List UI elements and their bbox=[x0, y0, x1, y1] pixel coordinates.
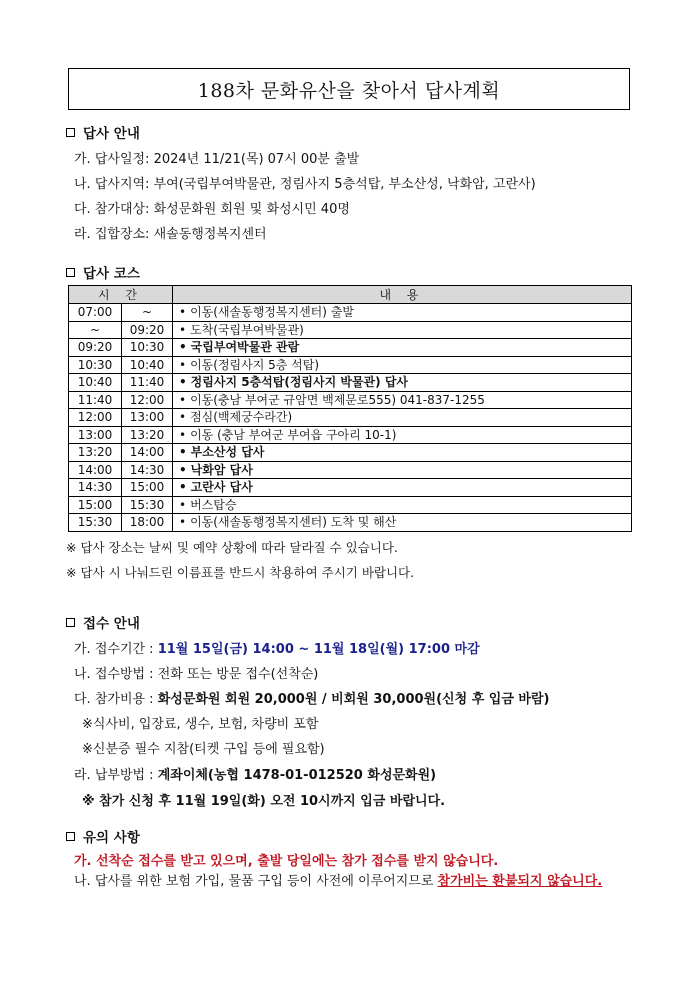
page-title bbox=[68, 68, 630, 110]
row-content bbox=[173, 444, 632, 462]
registration-fee-note-includes: ※식사비, 입장료, 생수, 보험, 차량비 포함 bbox=[82, 717, 319, 732]
bullet-icon: • bbox=[179, 445, 187, 460]
row-start-time: 14:30 bbox=[69, 479, 122, 497]
row-start-time: ~ bbox=[69, 321, 122, 339]
row-start-time: 07:00 bbox=[69, 304, 122, 322]
row-start-time: 09:20 bbox=[69, 339, 122, 357]
course-table-header bbox=[69, 286, 632, 304]
row-start-time: 13:20 bbox=[69, 444, 122, 462]
caution-first-come: 가. 선착순 접수를 받고 있으며, 출발 당일에는 참가 접수를 받지 않습니다. bbox=[74, 854, 499, 869]
row-end-time: 10:30 bbox=[122, 339, 173, 357]
row-start-time: 12:00 bbox=[69, 409, 122, 427]
row-content-text: 도착(국립부여박물관) bbox=[190, 322, 304, 337]
table-row bbox=[69, 461, 632, 479]
row-end-time: 18:00 bbox=[122, 514, 173, 532]
guide-meeting-label: 라. 집합장소: bbox=[74, 227, 154, 242]
registration-method-value: 전화 또는 방문 접수(선착순) bbox=[157, 667, 319, 682]
guide-region-value: 부여(국립부여박물관, 정림사지 5층석탑, 부소산성, 낙화암, 고란사) bbox=[153, 177, 536, 192]
registration-method-label: 나. 접수방법 : bbox=[74, 667, 158, 682]
guide-schedule-label: 가. 답사일정: bbox=[74, 152, 154, 167]
row-content-text: 이동(새솔동행정복지센터) 도착 및 해산 bbox=[190, 515, 397, 530]
bullet-icon: • bbox=[179, 497, 187, 512]
square-bullet-icon bbox=[66, 128, 75, 137]
row-content-text: 고란사 답사 bbox=[190, 480, 253, 495]
row-content-text: 부소산성 답사 bbox=[190, 445, 265, 460]
row-content bbox=[173, 461, 632, 479]
registration-payment-label: 라. 납부방법 : bbox=[74, 768, 158, 783]
row-content bbox=[173, 426, 632, 444]
guide-meeting bbox=[74, 223, 267, 242]
section-course-heading bbox=[66, 262, 140, 282]
row-content-text: 이동(새솔동행정복지센터) 출발 bbox=[190, 305, 354, 320]
section-caution-title: 유의 사항 bbox=[83, 830, 140, 846]
bullet-icon: • bbox=[179, 480, 187, 495]
table-row bbox=[69, 444, 632, 462]
row-end-time: 09:20 bbox=[122, 321, 173, 339]
row-content bbox=[173, 496, 632, 514]
row-end-time: 14:30 bbox=[122, 461, 173, 479]
row-content bbox=[173, 304, 632, 322]
row-start-time: 11:40 bbox=[69, 391, 122, 409]
row-end-time: 15:30 bbox=[122, 496, 173, 514]
bullet-icon: • bbox=[179, 305, 187, 320]
registration-period-value: 11월 15일(금) 14:00 ~ 11월 18일(월) 17:00 마감 bbox=[157, 642, 480, 657]
bullet-icon: • bbox=[179, 462, 187, 477]
table-row bbox=[69, 479, 632, 497]
row-end-time: 10:40 bbox=[122, 356, 173, 374]
course-table-body bbox=[69, 304, 632, 532]
row-content bbox=[173, 514, 632, 532]
caution-refund-prefix: 나. 답사를 위한 보험 가입, 물품 구입 등이 사전에 이루어지므로 bbox=[74, 874, 438, 889]
registration-fee-label: 다. 참가비용 : bbox=[74, 692, 158, 707]
guide-meeting-value: 새솔동행정복지센터 bbox=[153, 227, 267, 242]
row-content bbox=[173, 374, 632, 392]
caution-refund bbox=[74, 870, 602, 889]
section-course-title: 답사 코스 bbox=[83, 266, 140, 282]
row-start-time: 10:30 bbox=[69, 356, 122, 374]
registration-fee-value: 화성문화원 회원 20,000원 / 비회원 30,000원(신청 후 입금 바람) bbox=[157, 692, 550, 707]
square-bullet-icon bbox=[66, 832, 75, 841]
row-content-text: 버스탑승 bbox=[190, 497, 237, 512]
table-row bbox=[69, 409, 632, 427]
guide-region bbox=[74, 173, 536, 192]
table-row bbox=[69, 514, 632, 532]
row-end-time: ~ bbox=[122, 304, 173, 322]
table-row bbox=[69, 426, 632, 444]
registration-method bbox=[74, 663, 318, 682]
table-row bbox=[69, 391, 632, 409]
section-guide-heading bbox=[66, 122, 140, 142]
row-end-time: 12:00 bbox=[122, 391, 173, 409]
registration-payment-value: 계좌이체(농협 1478-01-012520 화성문화원) bbox=[157, 768, 437, 783]
row-start-time: 15:30 bbox=[69, 514, 122, 532]
bullet-icon: • bbox=[179, 340, 187, 355]
guide-target bbox=[74, 198, 350, 217]
guide-target-label: 다. 참가대상: bbox=[74, 202, 154, 217]
row-start-time: 13:00 bbox=[69, 426, 122, 444]
page-title-text: 188차 문화유산을 찾아서 답사계획 bbox=[197, 79, 501, 102]
row-end-time: 14:00 bbox=[122, 444, 173, 462]
row-content bbox=[173, 356, 632, 374]
bullet-icon: • bbox=[179, 392, 187, 407]
bullet-icon: • bbox=[179, 410, 187, 425]
course-table bbox=[68, 285, 632, 532]
section-guide-title: 답사 안내 bbox=[83, 126, 140, 142]
header-content: 내 용 bbox=[173, 286, 632, 304]
registration-period-label: 가. 접수기간 : bbox=[74, 642, 158, 657]
guide-schedule bbox=[74, 148, 359, 167]
table-row bbox=[69, 496, 632, 514]
row-start-time: 14:00 bbox=[69, 461, 122, 479]
registration-fee bbox=[74, 688, 549, 707]
guide-region-label: 나. 답사지역: bbox=[74, 177, 154, 192]
table-row bbox=[69, 321, 632, 339]
row-content bbox=[173, 409, 632, 427]
row-content-text: 이동(충남 부여군 규암면 백제문로555) 041-837-1255 bbox=[190, 392, 485, 407]
table-row bbox=[69, 374, 632, 392]
caution-refund-emphasis: 참가비는 환불되지 않습니다. bbox=[437, 874, 603, 889]
row-content-text: 점심(백제궁수라간) bbox=[190, 410, 293, 425]
section-registration-heading bbox=[66, 612, 140, 632]
square-bullet-icon bbox=[66, 268, 75, 277]
row-end-time: 13:20 bbox=[122, 426, 173, 444]
row-content-text: 정림사지 5층석탑(정림사지 박물관) 답사 bbox=[190, 375, 408, 390]
row-content-text: 이동(정림사지 5층 석탑) bbox=[190, 357, 320, 372]
bullet-icon: • bbox=[179, 322, 187, 337]
course-note-nametag: ※ 답사 시 나눠드린 이름표를 반드시 착용하여 주시기 바랍니다. bbox=[66, 565, 415, 580]
bullet-icon: • bbox=[179, 515, 187, 530]
bullet-icon: • bbox=[179, 375, 187, 390]
row-start-time: 10:40 bbox=[69, 374, 122, 392]
row-content-text: 낙화암 답사 bbox=[190, 462, 253, 477]
table-row bbox=[69, 339, 632, 357]
course-note-weather: ※ 답사 장소는 날씨 및 예약 상황에 따라 달라질 수 있습니다. bbox=[66, 540, 398, 555]
row-content bbox=[173, 479, 632, 497]
registration-fee-note-id: ※신분증 필수 지참(티켓 구입 등에 필요함) bbox=[82, 742, 325, 757]
header-time: 시 간 bbox=[69, 286, 173, 304]
bullet-icon: • bbox=[179, 427, 187, 442]
row-content-text: 이동 (충남 부여군 부여읍 구아리 10-1) bbox=[190, 427, 397, 442]
row-end-time: 11:40 bbox=[122, 374, 173, 392]
row-content bbox=[173, 391, 632, 409]
registration-period bbox=[74, 638, 480, 657]
section-caution-heading bbox=[66, 826, 140, 846]
square-bullet-icon bbox=[66, 618, 75, 627]
table-row bbox=[69, 356, 632, 374]
section-registration-title: 접수 안내 bbox=[83, 616, 140, 632]
table-row bbox=[69, 304, 632, 322]
guide-schedule-value: 2024년 11/21(목) 07시 00분 출발 bbox=[153, 152, 360, 167]
row-end-time: 15:00 bbox=[122, 479, 173, 497]
bullet-icon: • bbox=[179, 357, 187, 372]
row-content bbox=[173, 321, 632, 339]
row-content bbox=[173, 339, 632, 357]
row-start-time: 15:00 bbox=[69, 496, 122, 514]
registration-payment bbox=[74, 764, 436, 783]
row-content-text: 국립부여박물관 관람 bbox=[190, 340, 300, 355]
row-end-time: 13:00 bbox=[122, 409, 173, 427]
guide-target-value: 화성문화원 회원 및 화성시민 40명 bbox=[153, 202, 350, 217]
registration-deposit-note: ※ 참가 신청 후 11월 19일(화) 오전 10시까지 입금 바랍니다. bbox=[82, 794, 446, 809]
